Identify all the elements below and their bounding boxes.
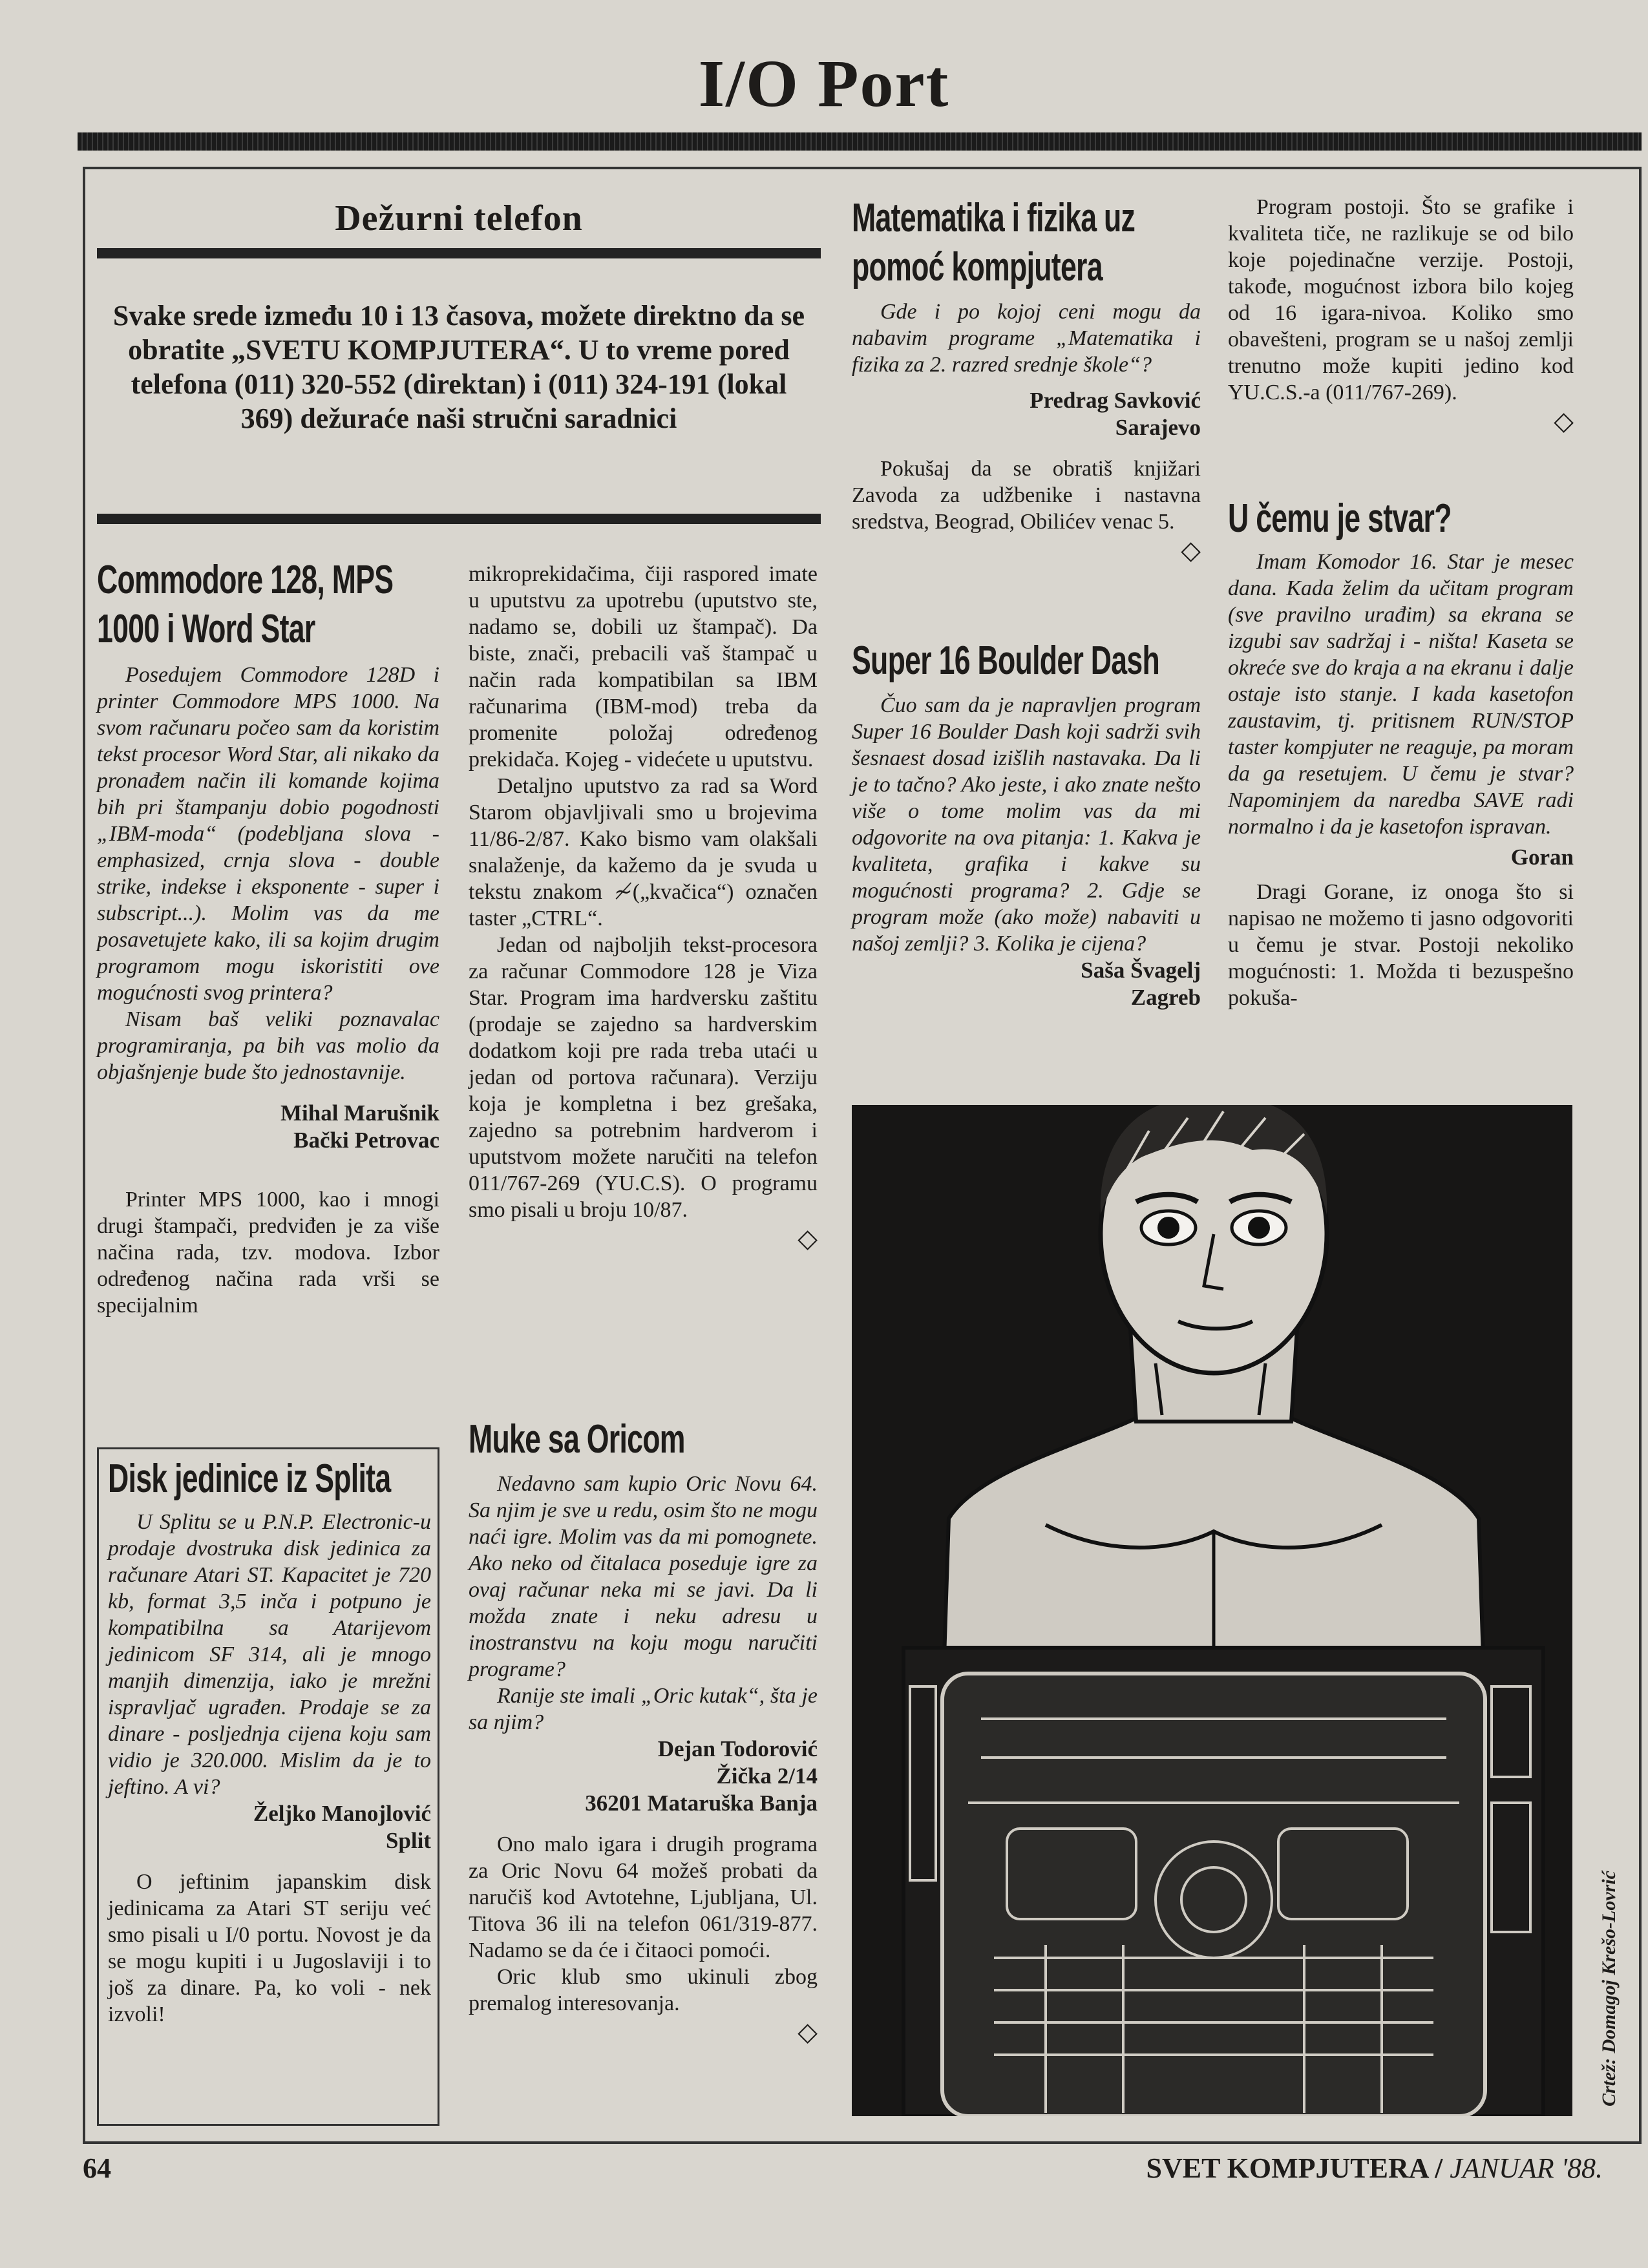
phone-box-title: Dežurni telefon — [335, 198, 583, 238]
oric-heading: Muke sa Oricom — [469, 1417, 685, 1462]
end-mark-commodore: ◇ — [798, 1224, 818, 1253]
disk-signature-place: Split — [385, 1828, 431, 1853]
math-heading-1: Matematika i fizika uz — [852, 196, 1136, 240]
commodore-answer-2: mikroprekidačima, čiji raspored imate u uputstvu za upotrebu (uputstvo ste, nadamo se, dobili uz štampač). Da biste, znači, prebacili vaš štampač u način rada kompatibilan sa IBM računarima (IBM-mod) treba da promenite položaj određenog prekidača. Kojeg - videćete u uputstvu. — [469, 562, 818, 772]
illustration-credit: Crtež: Domagoj Krešo-Lovrić — [1598, 1871, 1620, 2106]
phone-box — [97, 194, 821, 517]
boulder-signature-name: Saša Švagelj — [1081, 958, 1201, 983]
stvar-question: Imam Komodor 16. Star je mesec dana. Kada želim da učitam program (sve pravilno urađim) sa ekrana se izgubi sav sadržaj i - ništa! Kaseta se okreće sve do kraja a na ekranu i dalje ostaje isto stanje. I kada kasetofon zaustavim, tj. pritisnem RUN/STOP taster kompjuter ne reaguje, pa moram da ga resetujem. U čemu je stvar? Napominjem da naredba SAVE radi normalno i da je kasetofon ispravan. — [1228, 550, 1574, 839]
oric-signature-name: Dejan Todorović — [657, 1736, 818, 1761]
robot-man-illustration — [852, 1105, 1572, 2116]
math-answer: Pokušaj da se obratiš knjižari Zavoda za udžbenike i nastavna sredstva, Beograd, Obilićev venac 5. — [852, 457, 1201, 534]
commodore-heading-2: 1000 i Word Star — [97, 607, 315, 651]
article-boulder — [852, 636, 1201, 1011]
magazine-name: SVET KOMPJUTERA / — [1146, 2152, 1443, 2184]
phone-box-text: Svake srede između 10 i 13 časova, možete direktno da se obratite „SVETU KOMPJUTERA“. U to vreme pored telefona (011) 320-552 (direktan) i (011) 324-191 (lokal 369) dežuraće naši stručni saradnici — [112, 300, 805, 434]
end-mark-math: ◇ — [1181, 536, 1201, 565]
commodore-heading-1: Commodore 128, MPS — [97, 558, 394, 602]
article-commodore-col2 — [469, 561, 818, 1254]
commodore-answer-3: Detaljno uputstvo za rad sa Word Starom objavljivali smo u brojevima 11/86-2/87. Kako bismo vam olakšali snalaženje, da kažemo da je svuda u tekstu znakom ≁(„kvačica“) označen taster „CTRL“. — [469, 774, 818, 930]
oric-answer-2: Oric klub smo ukinuli zbog premalog interesovanja. — [469, 1965, 818, 2015]
boulder-heading: Super 16 Boulder Dash — [852, 638, 1160, 683]
stvar-answer: Dragi Gorane, iz onoga što si napisao ne možemo ti jasno odgovoriti u čemu je stvar. Postoji nekoliko mogućnosti: 1. Možda ti bezuspešno pokuša- — [1228, 880, 1574, 1010]
boulder-answer: Program postoji. Što se grafike i kvaliteta tiče, ne razlikuje se od bilo koje pojedinačne verzije. Postoji, takođe, mogućnost izbora bilo kojeg od 16 igara-nivoa. Koliko smo obavešteni, program se u našoj zemlji trenutno može kupiti jedino kod YU.C.S.-a (011/767-269). — [1228, 195, 1574, 404]
stvar-heading: U čemu je stvar? — [1228, 496, 1452, 541]
math-question: Gde i po kojoj ceni mogu da nabavim programe „Matematika i fizika za 2. razred srednje škole“? — [852, 300, 1201, 377]
article-oric — [469, 1415, 818, 2048]
end-mark-boulder: ◇ — [1554, 406, 1574, 436]
math-heading-2: pomoć kompjutera — [852, 245, 1103, 289]
commodore-signature-name: Mihal Marušnik — [280, 1100, 439, 1126]
disk-heading: Disk jedinice iz Splita — [108, 1456, 391, 1501]
disk-answer: O jeftinim japanskim disk jedinicama za Atari ST seriju već smo pisali u I/0 portu. Novost je da se mogu kupiti i u Jugoslaviji i to još za dinare. Pa, ko voli - nek izvoli! — [108, 1870, 431, 2026]
commodore-question-2: Nisam baš veliki poznavalac programiranja, pa bih vas molio da objašnjenje bude što jednostavnije. — [97, 1007, 439, 1084]
stvar-signature: Goran — [1510, 845, 1574, 870]
oric-signature-street: Žička 2/14 — [716, 1763, 818, 1789]
oric-answer-1: Ono malo igara i drugih programa za Oric Novu 64 možeš probati da naručiš kod Avtotehne, Ljubljana, Ul. Titova 36 ili na telefon 061/319-877. Nadamo se da će i čitaoci pomoći. — [469, 1832, 818, 1962]
header-rule — [78, 132, 1642, 151]
commodore-signature-place: Bački Petrovac — [293, 1128, 439, 1153]
footer-masthead — [1099, 2152, 1603, 2185]
math-signature-place: Sarajevo — [1115, 415, 1201, 440]
math-signature-name: Predrag Savković — [1030, 388, 1201, 413]
disk-question: U Splitu se u P.N.P. Electronic-u prodaje dvostruka disk jedinica za računare Atari ST. Kapacitet je 720 kb, format 3,5 inča i potpuno je kompatibilna sa Atarijevom jedinicom SF 314, ali je mnogo manjih dimenzija, iako je mrežni ispravljač ugrađen. Prodaje se za dinare - posljednja cijena koju sam vidio je 320.000. Mislim da je to jeftino. A vi? — [108, 1510, 431, 1799]
boulder-question: Čuo sam da je napravljen program Super 16 Boulder Dash koji sadrži svih šesnaest dosad izišlih nastavaka. Da li je to tačno? Ako jeste, i ako znate nešto više o tome molim vas da mi odgovorite na ova pitanja: 1. Kakva je kvaliteta, grafika i kakve su mogućnosti programa? 2. Gdje se program može (ako može) nabaviti u našoj zemlji? 3. Kolika je cijena? — [852, 693, 1201, 956]
article-disk — [97, 1447, 439, 2126]
commodore-answer-1: Printer MPS 1000, kao i mnogi drugi štampači, predviđen je za više načina rada, tzv. modova. Izbor određenog načina rada vrši se specijalnim — [97, 1188, 439, 1318]
article-commodore-col1 — [97, 556, 439, 1319]
disk-signature-name: Željko Manojlović — [253, 1801, 431, 1826]
end-mark-oric: ◇ — [798, 2017, 818, 2046]
phone-box-bottom-rule — [97, 514, 821, 524]
illustration — [852, 1105, 1572, 2116]
article-math — [852, 194, 1201, 566]
article-stvar — [1228, 494, 1574, 1011]
commodore-question-1: Posedujem Commodore 128D i printer Commodore MPS 1000. Na svom računaru počeo sam da koristim tekst procesor Word Star, ali nikako da pronađem način ili komande kojima bih pri štampanju dobio pogodnosti „IBM-moda“ (podebljana slova - emphasized, crnja slova - double strike, indekse i eksponente - super i subscript...). Molim vas da me posavetujete kako, ili sa kojim drugim programom mogu iskoristiti ove mogućnosti svog printera? — [97, 663, 439, 1005]
page-title: I/O Port — [698, 47, 950, 121]
boulder-answer-column — [1228, 194, 1574, 437]
phone-box-rule — [97, 248, 821, 258]
oric-question-2: Ranije ste imali „Oric kutak“, šta je sa njim? — [469, 1684, 818, 1734]
boulder-signature-place: Zagreb — [1130, 985, 1201, 1010]
oric-signature-place: 36201 Mataruška Banja — [585, 1790, 818, 1816]
commodore-answer-4: Jedan od najboljih tekst-procesora za računar Commodore 128 je Viza Star. Program ima hardversku zaštitu (prodaje se zajedno sa hardverskim dodatkom koji pre rada treba utaći u jedan od portova računara). Verziju koja je kompletna i bez grešaka, zajedno sa potrebnim hardverom i uputstvom možete naručiti na telefon 011/767-269 (YU.C.S). O programu smo pisali u broju 10/87. — [469, 933, 818, 1222]
page-number: 64 — [83, 2152, 111, 2184]
oric-question-1: Nedavno sam kupio Oric Novu 64. Sa njim je sve u redu, osim što ne mogu naći igre. Molim vas da mi pomognete. Ako neko od čitalaca poseduje igre za ovaj računar neka mi se javi. Da li možda znate i neku adresu u inostranstvu na koju mogu naručiti programe? — [469, 1472, 818, 1681]
issue-date: JANUAR '88. — [1450, 2152, 1603, 2184]
